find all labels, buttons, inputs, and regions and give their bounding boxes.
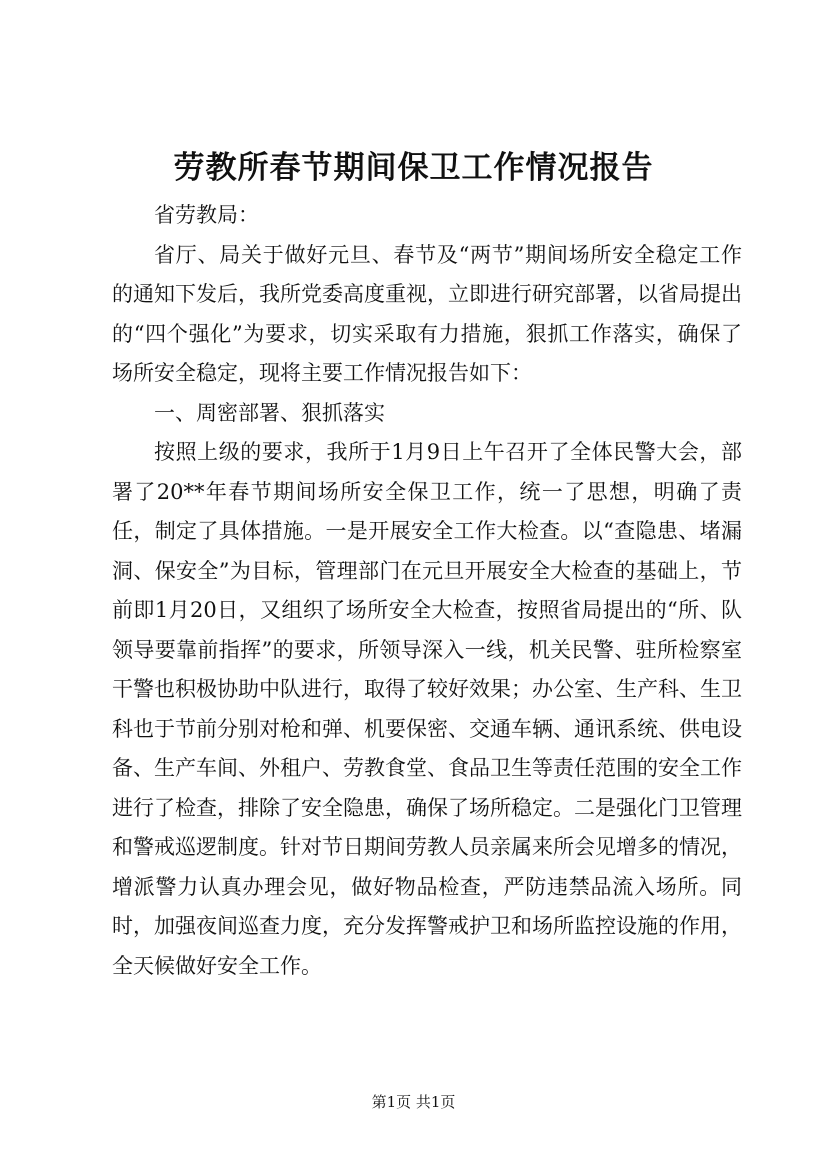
document-title: 劳教所春节期间保卫工作情况报告	[173, 150, 654, 186]
section-heading: 一、周密部署、狠抓落实	[154, 400, 385, 425]
page-number: 第1页 共1页	[371, 1093, 456, 1111]
paragraph-intro: 省厅、局关于做好元旦、春节及“两节”期间场所安全稳定工作的通知下发后，我所党委高度重视，立即进行研究部署，以省局提出的“四个强化”为要求，切实采取有力措施，狠抓工作落实，确保了场所安全稳定，现将主要工作情况报告如下：	[112, 242, 742, 385]
paragraph-section-one: 按照上级的要求，我所于1月9日上午召开了全体民警大会，部署了20**年春节期间场所安全保卫工作，统一了思想，明确了责任，制定了具体措施。一是开展安全工作大检查。以“查隐患、堵漏洞、保安全”为目标，管理部门在元旦开展安全大检查的基础上，节前即1月20日，又组织了场所安全大检查，按照省局提出的“所、队领导要靠前指挥”的要求，所领导深入一线，机关民警、驻所检察室干警也积极协助中队进行，取得了较好效果；办公室、生产科、生卫科也于节前分别对枪和弹、机要保密、交通车辆、通讯系统、供电设备、生产车间、外租户、劳教食堂、食品卫生等责任范围的安全工作进行了检查，排除了安全隐患，确保了场所稳定。二是强化门卫管理和警戒巡逻制度。针对节日期间劳教人员亲属来所会见增多的情况，增派警力认真办理会见，做好物品检查，严防违禁品流入场所。同时，加强夜间巡查力度，充分发挥警戒护卫和场所监控设施的作用，全天候做好安全工作。	[112, 440, 742, 978]
salutation: 省劳教局：	[154, 203, 259, 227]
document-body	[112, 196, 742, 986]
